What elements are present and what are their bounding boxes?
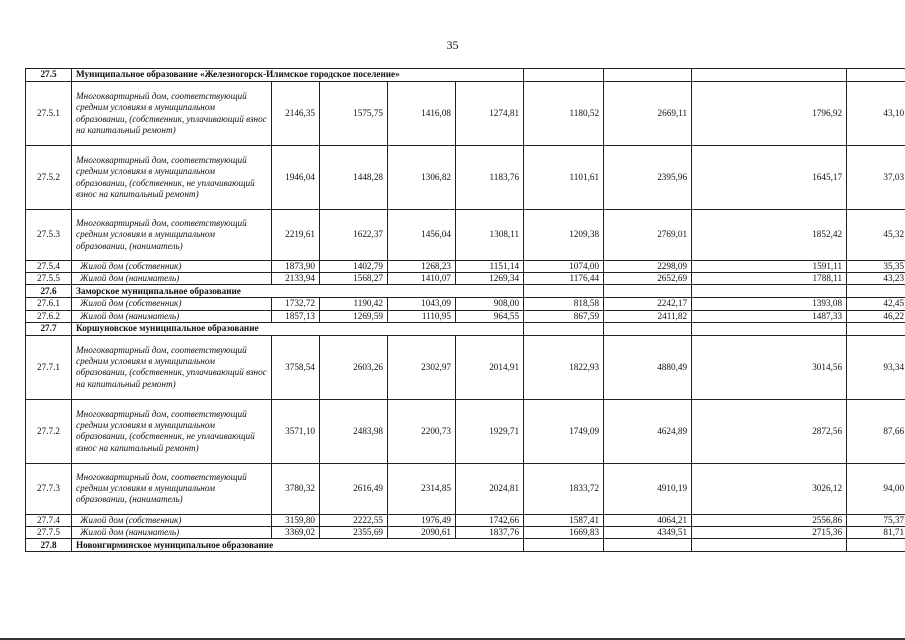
empty-cell xyxy=(604,322,692,335)
value-cell: 1269,59 xyxy=(320,310,388,322)
value-cell: 3369,02 xyxy=(272,527,320,539)
row-code: 27.5.1 xyxy=(26,82,72,146)
row-description: Жилой дом (собственник) xyxy=(72,261,272,273)
value-cell: 1416,08 xyxy=(388,82,456,146)
table-row xyxy=(26,310,905,322)
section-title: Коршуновское муниципальное образование xyxy=(72,322,524,335)
value-cell: 1568,27 xyxy=(320,273,388,285)
value-cell: 94,00 xyxy=(847,463,905,514)
value-cell: 1796,92 xyxy=(692,82,847,146)
value-cell: 81,71 xyxy=(847,527,905,539)
section-row xyxy=(26,69,905,82)
empty-cell xyxy=(847,285,905,298)
value-cell: 1575,75 xyxy=(320,82,388,146)
section-title: Муниципальное образование «Железногорск-Илимское городское поселение» xyxy=(72,69,524,82)
value-cell: 1180,52 xyxy=(524,82,604,146)
empty-cell xyxy=(847,322,905,335)
value-cell: 1308,11 xyxy=(456,210,524,261)
row-description: Многоквартирный дом, соответствующий средним условиям в муниципальном образовании, (собственник, уплачивающий взнос на капитальный ремонт) xyxy=(72,335,272,399)
value-cell: 35,35 xyxy=(847,261,905,273)
value-cell: 1043,09 xyxy=(388,298,456,310)
value-cell: 46,22 xyxy=(847,310,905,322)
value-cell: 2133,94 xyxy=(272,273,320,285)
table-row xyxy=(26,146,905,210)
value-cell: 2014,91 xyxy=(456,335,524,399)
value-cell: 4624,89 xyxy=(604,399,692,463)
value-cell: 2769,01 xyxy=(604,210,692,261)
row-code: 27.7.3 xyxy=(26,463,72,514)
value-cell: 2603,26 xyxy=(320,335,388,399)
tariff-table xyxy=(25,68,905,552)
row-code: 27.7.4 xyxy=(26,514,72,526)
table-row xyxy=(26,399,905,463)
value-cell: 3758,54 xyxy=(272,335,320,399)
value-cell: 4910,19 xyxy=(604,463,692,514)
row-description: Жилой дом (наниматель) xyxy=(72,273,272,285)
row-code: 27.6 xyxy=(26,285,72,298)
row-code: 27.5.2 xyxy=(26,146,72,210)
value-cell: 2200,73 xyxy=(388,399,456,463)
empty-cell xyxy=(692,69,847,82)
value-cell: 2411,82 xyxy=(604,310,692,322)
value-cell: 4064,21 xyxy=(604,514,692,526)
empty-cell xyxy=(524,539,604,552)
value-cell: 1857,13 xyxy=(272,310,320,322)
value-cell: 1456,04 xyxy=(388,210,456,261)
value-cell: 2715,36 xyxy=(692,527,847,539)
row-description: Жилой дом (наниматель) xyxy=(72,527,272,539)
row-description: Многоквартирный дом, соответствующий средним условиям в муниципальном образовании, (собственник, уплачивающий взнос на капитальный ремонт) xyxy=(72,82,272,146)
value-cell: 1448,28 xyxy=(320,146,388,210)
value-cell: 908,00 xyxy=(456,298,524,310)
value-cell: 43,10 xyxy=(847,82,905,146)
empty-cell xyxy=(692,539,847,552)
value-cell: 1742,66 xyxy=(456,514,524,526)
value-cell: 4349,51 xyxy=(604,527,692,539)
section-title: Заморское муниципальное образование xyxy=(72,285,524,298)
value-cell: 4880,49 xyxy=(604,335,692,399)
value-cell: 1946,04 xyxy=(272,146,320,210)
value-cell: 2483,98 xyxy=(320,399,388,463)
empty-cell xyxy=(524,285,604,298)
value-cell: 1190,42 xyxy=(320,298,388,310)
row-description: Многоквартирный дом, соответствующий средним условиям в муниципальном образовании, (собственник, не уплачивающий взнос на капитальный ремонт) xyxy=(72,399,272,463)
table-row xyxy=(26,273,905,285)
value-cell: 1410,07 xyxy=(388,273,456,285)
value-cell: 43,23 xyxy=(847,273,905,285)
value-cell: 1669,83 xyxy=(524,527,604,539)
row-code: 27.5.5 xyxy=(26,273,72,285)
value-cell: 1732,72 xyxy=(272,298,320,310)
table-row xyxy=(26,82,905,146)
section-row xyxy=(26,322,905,335)
value-cell: 1274,81 xyxy=(456,82,524,146)
value-cell: 45,32 xyxy=(847,210,905,261)
row-code: 27.7.2 xyxy=(26,399,72,463)
value-cell: 1487,33 xyxy=(692,310,847,322)
row-description: Жилой дом (собственник) xyxy=(72,298,272,310)
value-cell: 1074,00 xyxy=(524,261,604,273)
value-cell: 964,55 xyxy=(456,310,524,322)
value-cell: 1852,42 xyxy=(692,210,847,261)
value-cell: 37,03 xyxy=(847,146,905,210)
empty-cell xyxy=(604,285,692,298)
value-cell: 3571,10 xyxy=(272,399,320,463)
value-cell: 2395,96 xyxy=(604,146,692,210)
value-cell: 1110,95 xyxy=(388,310,456,322)
value-cell: 2302,97 xyxy=(388,335,456,399)
value-cell: 2314,85 xyxy=(388,463,456,514)
value-cell: 1837,76 xyxy=(456,527,524,539)
row-code: 27.8 xyxy=(26,539,72,552)
value-cell: 1151,14 xyxy=(456,261,524,273)
empty-cell xyxy=(524,69,604,82)
table-row xyxy=(26,527,905,539)
table-row xyxy=(26,298,905,310)
value-cell: 3026,12 xyxy=(692,463,847,514)
empty-cell xyxy=(847,539,905,552)
value-cell: 1833,72 xyxy=(524,463,604,514)
table-row xyxy=(26,463,905,514)
value-cell: 2146,35 xyxy=(272,82,320,146)
value-cell: 87,66 xyxy=(847,399,905,463)
value-cell: 1749,09 xyxy=(524,399,604,463)
row-code: 27.6.2 xyxy=(26,310,72,322)
empty-cell xyxy=(692,322,847,335)
row-description: Многоквартирный дом, соответствующий средним условиям в муниципальном образовании, (собственник, не уплачивающий взнос на капитальный ремонт) xyxy=(72,146,272,210)
row-description: Многоквартирный дом, соответствующий средним условиям в муниципальном образовании, (наниматель) xyxy=(72,210,272,261)
section-row xyxy=(26,285,905,298)
value-cell: 1591,11 xyxy=(692,261,847,273)
value-cell: 3014,56 xyxy=(692,335,847,399)
empty-cell xyxy=(524,322,604,335)
value-cell: 1929,71 xyxy=(456,399,524,463)
value-cell: 93,34 xyxy=(847,335,905,399)
value-cell: 1268,23 xyxy=(388,261,456,273)
value-cell: 2872,56 xyxy=(692,399,847,463)
value-cell: 1402,79 xyxy=(320,261,388,273)
table-row xyxy=(26,210,905,261)
value-cell: 1209,38 xyxy=(524,210,604,261)
value-cell: 2219,61 xyxy=(272,210,320,261)
value-cell: 867,59 xyxy=(524,310,604,322)
value-cell: 1183,76 xyxy=(456,146,524,210)
value-cell: 1622,37 xyxy=(320,210,388,261)
value-cell: 2242,17 xyxy=(604,298,692,310)
value-cell: 3780,32 xyxy=(272,463,320,514)
row-code: 27.5.3 xyxy=(26,210,72,261)
section-row xyxy=(26,539,905,552)
row-description: Жилой дом (наниматель) xyxy=(72,310,272,322)
value-cell: 42,45 xyxy=(847,298,905,310)
empty-cell xyxy=(847,69,905,82)
value-cell: 2222,55 xyxy=(320,514,388,526)
value-cell: 2090,61 xyxy=(388,527,456,539)
value-cell: 1873,90 xyxy=(272,261,320,273)
value-cell: 2355,69 xyxy=(320,527,388,539)
value-cell: 1306,82 xyxy=(388,146,456,210)
value-cell: 3159,80 xyxy=(272,514,320,526)
empty-cell xyxy=(692,285,847,298)
value-cell: 75,37 xyxy=(847,514,905,526)
table-row xyxy=(26,514,905,526)
value-cell: 1822,93 xyxy=(524,335,604,399)
section-title: Новоигирминское муниципальное образование xyxy=(72,539,524,552)
value-cell: 1269,34 xyxy=(456,273,524,285)
value-cell: 2556,86 xyxy=(692,514,847,526)
value-cell: 2669,11 xyxy=(604,82,692,146)
value-cell: 1645,17 xyxy=(692,146,847,210)
row-description: Многоквартирный дом, соответствующий средним условиям в муниципальном образовании, (наниматель) xyxy=(72,463,272,514)
value-cell: 1176,44 xyxy=(524,273,604,285)
table-row xyxy=(26,335,905,399)
page-number: 35 xyxy=(446,38,459,52)
value-cell: 1587,41 xyxy=(524,514,604,526)
row-description: Жилой дом (собственник) xyxy=(72,514,272,526)
empty-cell xyxy=(604,69,692,82)
row-code: 27.5 xyxy=(26,69,72,82)
value-cell: 2298,09 xyxy=(604,261,692,273)
value-cell: 818,58 xyxy=(524,298,604,310)
row-code: 27.7.5 xyxy=(26,527,72,539)
value-cell: 1101,61 xyxy=(524,146,604,210)
value-cell: 1976,49 xyxy=(388,514,456,526)
value-cell: 1788,11 xyxy=(692,273,847,285)
row-code: 27.7.1 xyxy=(26,335,72,399)
row-code: 27.7 xyxy=(26,322,72,335)
row-code: 27.5.4 xyxy=(26,261,72,273)
row-code: 27.6.1 xyxy=(26,298,72,310)
value-cell: 2652,69 xyxy=(604,273,692,285)
empty-cell xyxy=(604,539,692,552)
value-cell: 1393,08 xyxy=(692,298,847,310)
value-cell: 2024,81 xyxy=(456,463,524,514)
value-cell: 2616,49 xyxy=(320,463,388,514)
table-row xyxy=(26,261,905,273)
